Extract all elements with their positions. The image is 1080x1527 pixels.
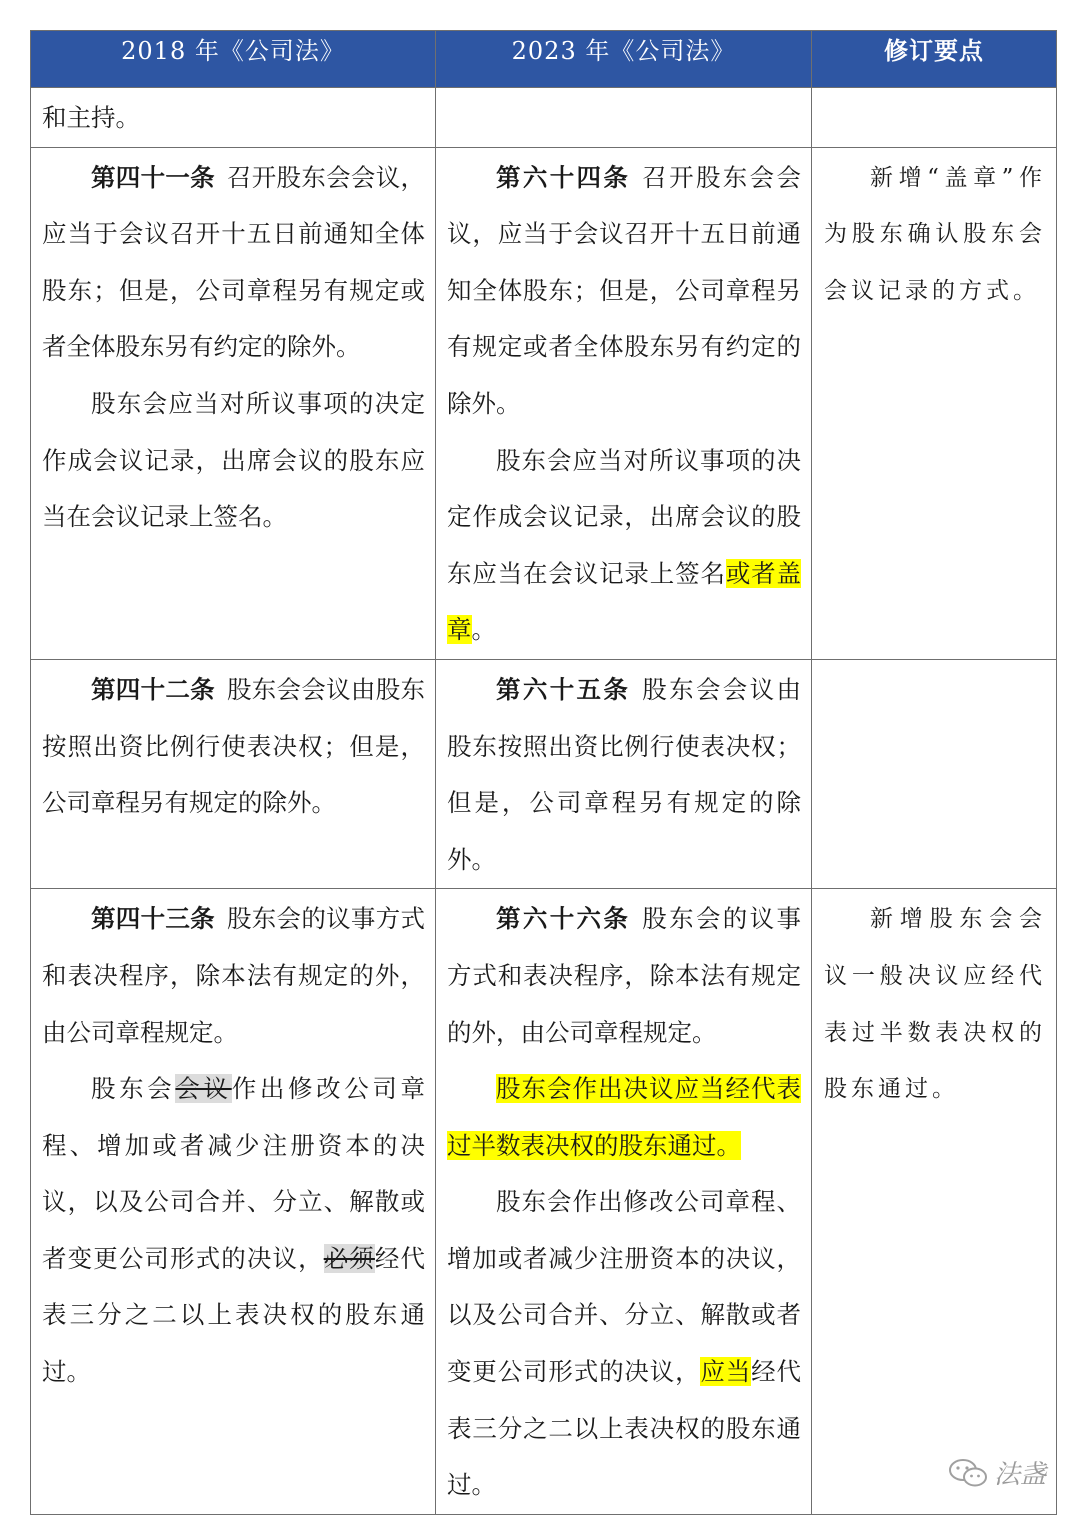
header-2018: 2018 年《公司法》 [31, 31, 436, 88]
article-number: 第六十四条 [496, 162, 631, 192]
header-2023: 2023 年《公司法》 [436, 31, 812, 88]
new-paragraph: 第六十六条 股东会的议事方式和表决程序，除本法有规定的外，由公司章程规定。 [447, 904, 801, 1047]
note-cell [812, 659, 1057, 888]
revision-note: 新增股东会会议一般决议应经代表过半数表决权的股东通过。 [824, 906, 1046, 1103]
watermark-text: 法盏 [993, 1460, 1046, 1490]
article-number: 第四十二条 [91, 674, 215, 704]
article-number: 第六十五条 [496, 674, 631, 704]
header-revision-points: 修订要点 [812, 31, 1057, 88]
old-law-cell [31, 889, 436, 1515]
old-paragraph: 股东会会议作出修改公司章程、增加或者减少注册资本的决议，以及公司合并、分立、解散或者变更公司形式的决议，必须经代表三分之二以上表决权的股东通过。 [42, 1074, 426, 1387]
revision-note: 新增“盖章”作为股东确认股东会会议记录的方式。 [824, 164, 1046, 304]
highlighted-addition: 股东会作出决议应当经代表过半数表决权的股东通过。 [447, 1074, 801, 1160]
old-paragraph: 股东会应当对所议事项的决定作成会议记录，出席会议的股东应当在会议记录上签名。 [42, 388, 425, 532]
note-cell [812, 147, 1057, 659]
header-row [31, 31, 1057, 88]
old-paragraph: 第四十二条 股东会会议由股东按照出资比例行使表决权；但是，公司章程另有规定的除外。 [42, 674, 426, 818]
table-row [31, 889, 1057, 1515]
note-cell [812, 889, 1057, 1515]
old-paragraph: 第四十一条 召开股东会会议，应当于会议召开十五日前通知全体股东；但是，公司章程另有规定或者全体股东另有约定的除外。 [42, 162, 426, 362]
watermark [948, 1454, 1046, 1491]
new-law-cell [436, 147, 812, 659]
article-number: 第四十三条 [91, 904, 215, 934]
old-law-cell [31, 659, 436, 888]
old-paragraph: 第四十三条 股东会的议事方式和表决程序，除本法有规定的外，由公司章程规定。 [42, 904, 426, 1047]
old-text: 和主持。 [42, 103, 140, 132]
highlighted-addition: 或者盖章 [447, 558, 802, 645]
new-law-cell [436, 889, 812, 1515]
wechat-icon [948, 1458, 988, 1488]
article-number: 第六十六条 [496, 904, 631, 934]
new-paragraph: 第六十五条 股东会会议由股东按照出资比例行使表决权；但是，公司章程另有规定的除外。 [447, 674, 801, 874]
table-row [31, 659, 1057, 888]
new-paragraph [447, 1061, 801, 1174]
new-law-cell [436, 659, 812, 888]
deleted-text: 必须 [323, 1243, 375, 1273]
old-law-cell [31, 88, 436, 148]
deleted-text: 会议 [175, 1074, 232, 1104]
highlighted-addition: 应当 [700, 1357, 752, 1387]
comparison-table [30, 30, 1057, 1515]
new-paragraph: 股东会作出修改公司章程、增加或者减少注册资本的决议，以及公司合并、分立、解散或者变更公司形式的决议，应当经代表三分之二以上表决权的股东通过。 [447, 1187, 802, 1500]
article-number: 第四十一条 [91, 162, 215, 192]
new-paragraph: 股东会应当对所议事项的决定作成会议记录，出席会议的股东应当在会议记录上签名或者盖章。 [447, 445, 802, 645]
table-row [31, 88, 1057, 148]
new-paragraph: 第六十四条 召开股东会会议，应当于会议召开十五日前通知全体股东；但是，公司章程另有规定或者全体股东另有约定的除外。 [447, 162, 801, 418]
old-law-cell [31, 147, 436, 659]
note-cell [812, 88, 1057, 148]
table-row [31, 147, 1057, 659]
new-law-cell [436, 88, 812, 148]
